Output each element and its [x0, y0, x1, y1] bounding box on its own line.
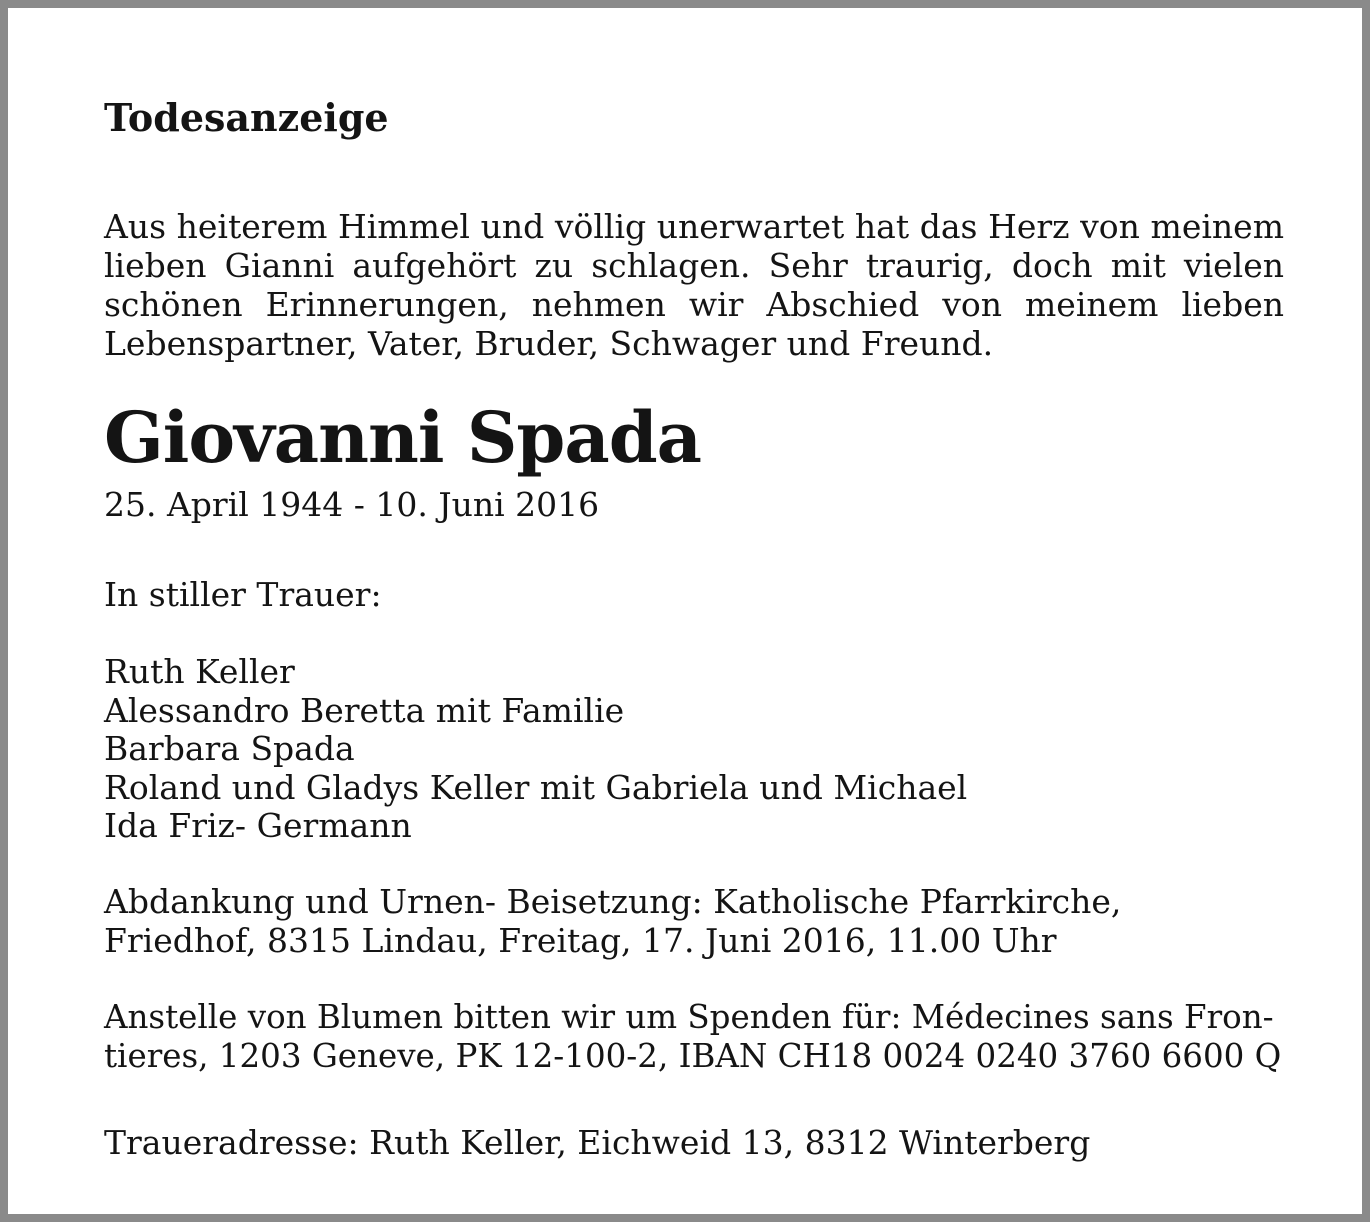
- mourning-address: Traueradresse: Ruth Keller, Eichweid 13, 8312 Winterberg: [104, 1123, 1091, 1162]
- ceremony-line: Abdankung und Urnen- Beisetzung: Katholische Pfarrkirche,: [104, 882, 1122, 921]
- donation-line: Anstelle von Blumen bitten wir um Spenden für: Médecines sans Fron-: [104, 998, 1274, 1036]
- mourner-item: Barbara Spada: [104, 729, 355, 768]
- mourner-item: Roland und Gladys Keller mit Gabriela und Michael: [104, 767, 968, 807]
- ceremony-info: [104, 883, 1284, 960]
- donation-info: [104, 998, 1284, 1075]
- mourner-item: Ruth Keller: [104, 652, 295, 691]
- mourner-item: Alessandro Beretta mit Familie: [104, 690, 625, 730]
- intro-paragraph: Aus heiterem Himmel und völlig unerwartet hat das Herz von meinem lieben Gianni aufgehört zu schlagen. Sehr traurig, doch mit vielen schönen Erinnerungen, nehmen wir Abschied von meinem lieben Lebenspartner, Vater, Bruder, Schwager und Freund.: [104, 207, 1284, 363]
- donation-line: tieres, 1203 Geneve, PK 12-100-2, IBAN CH18 0024 0240 3760 6600 Q: [104, 1036, 1282, 1075]
- mourning-label: In stiller Trauer:: [104, 575, 382, 614]
- notice-heading: Todesanzeige: [104, 95, 389, 140]
- mourners-list: [104, 653, 967, 846]
- ceremony-line: Friedhof, 8315 Lindau, Freitag, 17. Juni 2016, 11.00 Uhr: [104, 920, 1057, 960]
- deceased-name: Giovanni Spada: [104, 396, 701, 479]
- mourner-item: Ida Friz- Germann: [104, 806, 412, 845]
- life-dates: 25. April 1944 - 10. Juni 2016: [104, 485, 600, 524]
